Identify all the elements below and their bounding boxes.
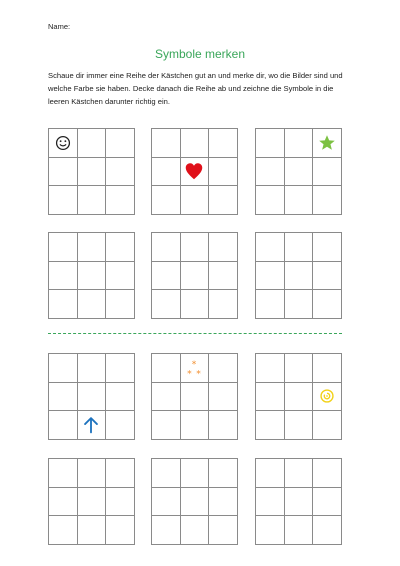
instructions-text: Schaue dir immer eine Reihe der Kästchen gut an und merke dir, wo die Bilder sind und welche Farbe sie haben. Decke danach die Reihe ab und zeichne die Symbole in die leeren Kästchen darunter richtig ein. (48, 71, 343, 106)
symbol-grid (151, 458, 238, 545)
grid-cell (106, 186, 135, 215)
grid-cell (49, 383, 78, 412)
grid-cell (78, 186, 107, 215)
grid-cell (78, 233, 107, 262)
grid-cell (78, 158, 107, 187)
grid-cell (49, 459, 78, 488)
grid-cell (313, 186, 342, 215)
symbol-grid (255, 353, 342, 440)
grid-cell (313, 158, 342, 187)
grid-cell (49, 354, 78, 383)
grid-cell (285, 383, 314, 412)
spiral-icon (316, 385, 338, 407)
grid-cell (256, 488, 285, 517)
grid-cell (106, 262, 135, 291)
svg-text:*: * (187, 368, 193, 379)
grid-cell (313, 129, 342, 158)
symbol-grid (255, 232, 342, 319)
grid-cell (313, 411, 342, 440)
grid-cell (106, 233, 135, 262)
grid-cell (209, 129, 238, 158)
grid-cell (49, 186, 78, 215)
grid-cell (256, 459, 285, 488)
grid-cell (209, 383, 238, 412)
grid-cell (313, 262, 342, 291)
symbol-grid (48, 458, 135, 545)
star-icon (316, 132, 338, 154)
grid-cell (285, 290, 314, 319)
grid-cell (49, 516, 78, 545)
svg-text:*: * (196, 368, 202, 379)
grid-cell (313, 516, 342, 545)
grid-cell (209, 158, 238, 187)
worksheet-title: Symbole merken (154, 47, 246, 61)
grid-cell (209, 233, 238, 262)
grid-cell (152, 488, 181, 517)
grid-cell (78, 129, 107, 158)
symbol-grid (48, 232, 135, 319)
grid-cell (152, 233, 181, 262)
grid-cell (106, 488, 135, 517)
grid-cell (106, 158, 135, 187)
grid-cell (285, 233, 314, 262)
grid-cell (209, 290, 238, 319)
grid-cell (106, 129, 135, 158)
grid-cell (285, 158, 314, 187)
grid-cell (106, 383, 135, 412)
grid-cell (313, 354, 342, 383)
grid-cell (256, 262, 285, 291)
grid-cell (152, 411, 181, 440)
symbol-grid (48, 128, 135, 215)
grid-cell (181, 158, 210, 187)
grid-cell (152, 383, 181, 412)
grid-cell (285, 262, 314, 291)
grid-cell (49, 488, 78, 517)
grid-cell (78, 459, 107, 488)
grid-cell (78, 411, 107, 440)
symbol-grid (255, 128, 342, 215)
grid-cell (285, 516, 314, 545)
symbol-grid (48, 353, 135, 440)
grid-cell (152, 354, 181, 383)
grid-cell (152, 516, 181, 545)
grid-cell (152, 186, 181, 215)
grid-cell (106, 354, 135, 383)
grid-cell (256, 516, 285, 545)
smiley-icon (52, 132, 74, 154)
grid-cell (285, 488, 314, 517)
grid-cell (181, 488, 210, 517)
grid-cell (181, 233, 210, 262)
grid-cell (181, 459, 210, 488)
grid-cell (78, 354, 107, 383)
grid-cell (78, 262, 107, 291)
symbol-grid (151, 353, 238, 440)
grid-cell (209, 459, 238, 488)
grid-cell (106, 290, 135, 319)
grid-cell (49, 158, 78, 187)
grid-cell (256, 186, 285, 215)
grid-cell (285, 129, 314, 158)
grid-cell (209, 516, 238, 545)
grid-cell (313, 459, 342, 488)
grid-cell (313, 488, 342, 517)
grid-cell (285, 411, 314, 440)
grid-cell (78, 290, 107, 319)
grid-cell (313, 233, 342, 262)
grid-cell (209, 262, 238, 291)
grid-cell (78, 516, 107, 545)
grid-cell (152, 459, 181, 488)
grid-cell (256, 411, 285, 440)
grid-cell (285, 459, 314, 488)
grid-cell (152, 290, 181, 319)
grid-cell (285, 354, 314, 383)
symbol-grid (255, 458, 342, 545)
grid-cell (256, 383, 285, 412)
grid-cell (181, 354, 210, 383)
symbol-grid (151, 128, 238, 215)
grid-cell (181, 262, 210, 291)
grid-cell (49, 233, 78, 262)
grid-cell (152, 129, 181, 158)
grid-cell (181, 129, 210, 158)
grid-cell (313, 383, 342, 412)
grid-cell (152, 158, 181, 187)
heart-icon (183, 160, 205, 182)
grid-cell (209, 411, 238, 440)
grid-cell (209, 186, 238, 215)
grid-cell (181, 411, 210, 440)
grid-cell (209, 354, 238, 383)
grid-cell (106, 459, 135, 488)
grid-cell (181, 383, 210, 412)
grid-cell (256, 233, 285, 262)
name-label: Name: (48, 22, 71, 31)
grid-cell (49, 411, 78, 440)
asterisks-icon (183, 357, 205, 379)
arrow-up-icon (80, 414, 102, 436)
grid-cell (313, 290, 342, 319)
grid-cell (49, 262, 78, 291)
grid-cell (78, 383, 107, 412)
section-divider (48, 333, 342, 334)
grid-cell (285, 186, 314, 215)
svg-text:*: * (192, 358, 197, 370)
grid-cell (49, 129, 78, 158)
grid-cell (106, 516, 135, 545)
grid-cell (256, 354, 285, 383)
grid-cell (152, 262, 181, 291)
grid-cell (49, 290, 78, 319)
grid-cell (181, 516, 210, 545)
grid-cell (78, 488, 107, 517)
grid-cell (209, 488, 238, 517)
grid-cell (181, 290, 210, 319)
grid-cell (256, 129, 285, 158)
symbol-grid (151, 232, 238, 319)
grid-cell (106, 411, 135, 440)
grid-cell (181, 186, 210, 215)
grid-cell (256, 290, 285, 319)
grid-cell (256, 158, 285, 187)
